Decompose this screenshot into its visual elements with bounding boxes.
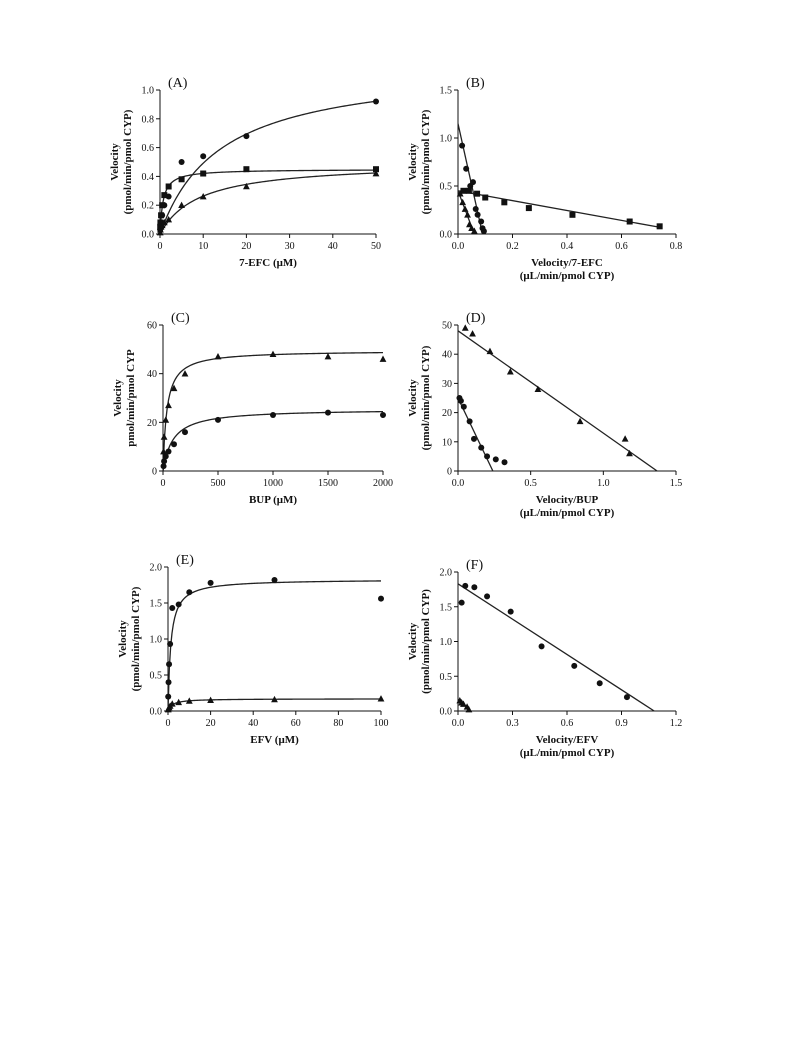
data-point-circle [493, 456, 499, 462]
data-point-circle [167, 641, 173, 647]
x-tick-label: 1.0 [597, 478, 610, 489]
data-point-circle [243, 133, 249, 139]
x-tick-label: 1.5 [669, 478, 683, 489]
series-triangle [157, 170, 380, 235]
fit-curve [160, 170, 376, 234]
y-tick-label: 1.0 [439, 637, 452, 648]
y-tick-label: 60 [147, 320, 157, 332]
x-tick-label: 0.3 [506, 718, 519, 729]
y-tick-label: 50 [442, 320, 452, 332]
data-point-circle [459, 143, 465, 149]
data-point-square [179, 176, 185, 182]
y-tick-label: 0.5 [149, 670, 162, 682]
data-point-circle [458, 398, 464, 404]
data-point-square [501, 199, 507, 205]
x-axis-label: Velocity/BUP [535, 494, 599, 506]
y-axis-label: (pmol/min/pmol CYP) [420, 589, 432, 694]
y-tick-label: 2.0 [149, 562, 162, 574]
data-point-circle [475, 212, 481, 218]
data-point-triangle [459, 199, 466, 205]
x-tick-label: 500 [210, 478, 226, 489]
y-tick-label: 1.0 [141, 85, 154, 97]
data-point-circle [481, 228, 487, 234]
y-tick-label: 1.5 [149, 598, 162, 610]
x-tick-label: 0.6 [615, 241, 628, 252]
data-point-circle [597, 680, 603, 686]
data-point-circle [461, 404, 467, 410]
fit-curve [168, 581, 381, 711]
x-tick-label: 0.0 [451, 241, 465, 252]
data-point-circle [462, 583, 468, 589]
data-point-circle [467, 418, 473, 424]
data-point-circle [571, 663, 577, 669]
x-axis-label: (μL/min/pmol CYP) [519, 747, 615, 759]
y-axis-label: (pmol/min/pmol CYP) [130, 586, 142, 692]
y-tick-label: 1.0 [439, 133, 452, 145]
y-tick-label: 0.0 [439, 706, 452, 718]
x-tick-label: 0 [165, 718, 171, 729]
panel-e [117, 553, 389, 746]
x-axis-label: EFV (μM) [250, 734, 299, 746]
y-tick-label: 0.4 [141, 171, 154, 183]
series-square [458, 188, 663, 230]
x-axis-label: (μL/min/pmol CYP) [519, 270, 615, 282]
x-tick-label: 40 [327, 241, 338, 252]
data-point-triangle [200, 193, 207, 199]
data-point-square [526, 205, 532, 211]
panel-a [109, 76, 381, 269]
panel-f [407, 558, 682, 759]
data-point-circle [179, 159, 185, 165]
data-point-circle [471, 436, 477, 442]
panel-d [407, 311, 682, 519]
data-point-circle [165, 694, 171, 700]
x-axis-label: Velocity/7-EFC [531, 257, 603, 269]
data-point-circle [166, 661, 172, 667]
data-point-circle [473, 206, 479, 212]
data-point-square [627, 219, 633, 225]
x-tick-label: 0.0 [451, 718, 465, 729]
data-point-square [158, 212, 164, 218]
data-point-circle [215, 417, 221, 423]
x-tick-label: 30 [284, 241, 295, 252]
y-tick-label: 0.5 [439, 671, 452, 683]
data-point-circle [502, 459, 508, 465]
series-triangle [456, 697, 472, 712]
series-triangle [165, 695, 385, 712]
y-tick-label: 40 [442, 349, 452, 361]
data-point-circle [484, 453, 490, 459]
x-tick-label: 0.5 [524, 478, 537, 489]
data-point-circle [508, 609, 514, 615]
x-axis-label: 7-EFC (μM) [239, 257, 297, 269]
y-axis-label: Velocity [117, 620, 129, 658]
series-circle [458, 583, 654, 711]
x-tick-label: 60 [290, 718, 301, 729]
data-point-square [466, 188, 472, 194]
y-tick-label: 1.0 [149, 634, 162, 646]
panel-b [407, 76, 682, 282]
data-point-circle [378, 596, 384, 602]
data-point-square [161, 192, 167, 198]
x-tick-label: 50 [371, 241, 381, 252]
data-point-circle [169, 605, 175, 611]
data-point-circle [171, 441, 177, 447]
series-circle [157, 99, 379, 234]
y-axis-label: Velocity [112, 379, 124, 417]
data-point-triangle [622, 435, 629, 441]
data-point-circle [208, 580, 214, 586]
data-point-circle [373, 99, 379, 105]
data-point-triangle [270, 351, 277, 357]
y-tick-label: 0.6 [141, 143, 154, 155]
data-point-square [200, 171, 206, 177]
data-point-triangle [462, 205, 469, 211]
x-tick-label: 0 [160, 478, 166, 489]
data-point-triangle [380, 355, 387, 361]
data-point-square [657, 223, 663, 229]
x-tick-label: 0.4 [560, 241, 574, 252]
data-point-square [159, 202, 165, 208]
fit-curve [458, 584, 654, 711]
series-circle [161, 410, 386, 471]
panel-label: (B) [466, 76, 485, 91]
x-tick-label: 0.6 [560, 718, 574, 729]
data-point-triangle [161, 433, 168, 439]
y-tick-label: 20 [147, 417, 157, 429]
series-circle [458, 124, 487, 235]
x-tick-label: 0.9 [615, 718, 628, 729]
x-axis-label: BUP (μM) [248, 494, 298, 506]
data-point-circle [624, 694, 630, 700]
panel-label: (F) [466, 558, 484, 573]
y-axis-label: Velocity [407, 143, 419, 181]
data-point-circle [380, 412, 386, 418]
data-point-circle [459, 600, 465, 606]
x-tick-label: 20 [241, 241, 252, 252]
x-tick-label: 0.2 [506, 241, 519, 252]
data-point-circle [166, 679, 172, 685]
y-tick-label: 1.5 [439, 602, 452, 614]
x-tick-label: 10 [198, 241, 209, 252]
x-tick-label: 2000 [373, 478, 393, 489]
fit-curve [160, 173, 376, 234]
x-axis-label: Velocity/EFV [535, 734, 599, 746]
x-tick-label: 1.2 [669, 718, 683, 729]
data-point-square [569, 212, 575, 218]
y-tick-label: 10 [442, 437, 452, 449]
y-axis-label: (pmol/min/pmol CYP) [420, 109, 432, 215]
data-point-square [243, 166, 249, 172]
data-point-square [482, 195, 488, 201]
x-tick-label: 1500 [318, 478, 338, 489]
y-axis-label: Velocity [407, 379, 419, 417]
y-tick-label: 1.5 [439, 85, 452, 97]
data-point-circle [471, 584, 477, 590]
data-point-circle [325, 410, 331, 416]
data-point-triangle [178, 202, 185, 208]
series-triangle [458, 324, 657, 471]
x-tick-label: 40 [248, 718, 259, 729]
data-point-circle [463, 166, 469, 172]
y-tick-label: 0.2 [141, 200, 154, 212]
y-axis-label: pmol/min/pmol CYP [125, 349, 137, 447]
panel-label: (A) [168, 76, 188, 91]
data-point-circle [176, 601, 182, 607]
fit-curve [160, 101, 376, 234]
data-point-triangle [464, 211, 471, 217]
x-tick-label: 0.0 [451, 478, 465, 489]
x-tick-label: 20 [205, 718, 216, 729]
y-tick-label: 2.0 [439, 567, 452, 579]
y-tick-label: 0.8 [141, 114, 154, 126]
y-tick-label: 20 [442, 408, 452, 420]
data-point-square [166, 183, 172, 189]
panel-c [112, 311, 393, 506]
y-tick-label: 0 [447, 466, 452, 478]
data-point-circle [478, 219, 484, 225]
series-circle [456, 395, 507, 471]
series-triangle [160, 351, 386, 471]
y-tick-label: 0.0 [149, 706, 162, 718]
y-tick-label: 30 [442, 378, 452, 390]
fit-curve [163, 412, 383, 471]
data-point-triangle [469, 330, 476, 336]
y-tick-label: 0.0 [439, 229, 452, 241]
data-point-circle [166, 449, 172, 455]
y-tick-label: 0.5 [439, 181, 452, 193]
y-axis-label: (pmol/min/pmol CYP) [122, 109, 134, 215]
x-tick-label: 1000 [263, 478, 283, 489]
x-tick-label: 0 [157, 241, 163, 252]
data-point-circle [186, 589, 192, 595]
data-point-triangle [215, 353, 222, 359]
x-tick-label: 80 [333, 718, 344, 729]
x-axis-label: (μL/min/pmol CYP) [519, 507, 615, 519]
y-axis-label: Velocity [407, 622, 419, 661]
panel-label: (E) [176, 553, 194, 568]
data-point-circle [200, 153, 206, 159]
data-point-circle [182, 429, 188, 435]
x-tick-label: 100 [373, 718, 389, 729]
data-point-circle [478, 445, 484, 451]
y-axis-label: Velocity [109, 143, 121, 181]
data-point-circle [539, 643, 545, 649]
y-axis-label: (pmol/min/pmol CYP) [420, 345, 432, 451]
data-point-circle [272, 577, 278, 583]
y-tick-label: 40 [147, 369, 157, 381]
x-tick-label: 0.8 [669, 241, 683, 252]
data-point-triangle [165, 402, 172, 408]
y-tick-label: 0.0 [141, 229, 154, 241]
panel-label: (D) [466, 311, 486, 326]
data-point-triangle [325, 353, 332, 359]
y-tick-label: 0 [152, 466, 157, 478]
data-point-circle [484, 593, 490, 599]
data-point-circle [470, 179, 476, 185]
panel-label: (C) [171, 311, 190, 326]
data-point-square [474, 191, 480, 197]
data-point-circle [270, 412, 276, 418]
series-circle [165, 577, 384, 711]
